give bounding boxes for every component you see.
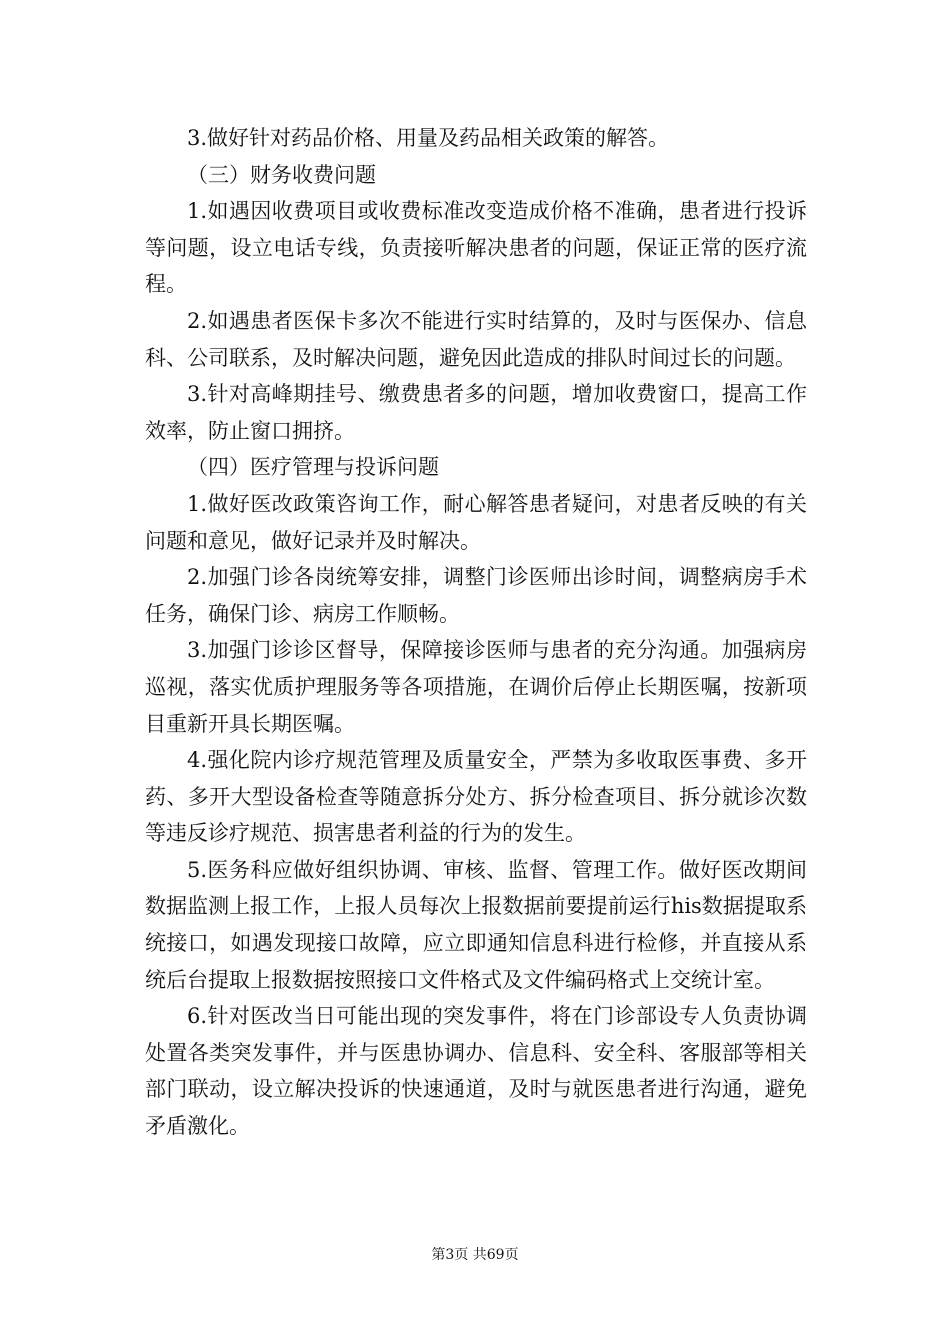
document-body bbox=[145, 120, 807, 1145]
footer-current-page: 3 bbox=[445, 1247, 455, 1263]
footer-total-pages: 69 bbox=[486, 1247, 505, 1263]
paragraph: 1.如遇因收费项目或收费标准改变造成价格不准确，患者进行投诉等问题，设立电话专线，负责接听解决患者的问题，保证正常的医疗流程。 bbox=[145, 199, 807, 297]
paragraph: 3.做好针对药品价格、用量及药品相关政策的解答。 bbox=[187, 126, 670, 150]
paragraph: 3.加强门诊诊区督导，保障接诊医师与患者的充分沟通。加强病房巡视，落实优质护理服务等各项措施，在调价后停止长期医嘱，按新项目重新开具长期医嘱。 bbox=[145, 638, 807, 736]
paragraph: 5.医务科应做好组织协调、审核、监督、管理工作。做好医改期间数据监测上报工作，上报人员每次上报数据前要提前运行his数据提取系统接口，如遇发现接口故障，应立即通知信息科进行检修，并直接从系统后台提取上报数据按照接口文件格式及文件编码格式上交统计室。 bbox=[145, 857, 807, 992]
paragraph: 2.如遇患者医保卡多次不能进行实时结算的，及时与医保办、信息科、公司联系，及时解决问题，避免因此造成的排队时间过长的问题。 bbox=[145, 308, 807, 370]
paragraph: 2.加强门诊各岗统筹安排，调整门诊医师出诊时间，调整病房手术任务，确保门诊、病房工作顺畅。 bbox=[145, 565, 807, 626]
section-heading: （四）医疗管理与投诉问题 bbox=[187, 455, 439, 480]
footer-suffix: 页 bbox=[504, 1247, 519, 1263]
footer-middle: 页 共 bbox=[454, 1247, 487, 1263]
paragraph: 3.针对高峰期挂号、缴费患者多的问题，增加收费窗口，提高工作效率，防止窗口拥挤。 bbox=[145, 382, 807, 443]
section-heading: （三）财务收费问题 bbox=[187, 162, 376, 187]
footer-prefix: 第 bbox=[431, 1247, 446, 1263]
page-footer bbox=[0, 1246, 950, 1264]
paragraph: 6.针对医改当日可能出现的突发事件，将在门诊部设专人负责协调处置各类突发事件，并与医患协调办、信息科、安全科、客服部等相关部门联动，设立解决投诉的快速通道，及时与就医患者进行沟通，避免矛盾激化。 bbox=[145, 1004, 807, 1139]
paragraph: 4.强化院内诊疗规范管理及质量安全，严禁为多收取医事费、多开药、多开大型设备检查等随意拆分处方、拆分检查项目、拆分就诊次数等违反诊疗规范、损害患者利益的行为的发生。 bbox=[145, 748, 807, 846]
paragraph: 1.做好医改政策咨询工作，耐心解答患者疑问，对患者反映的有关问题和意见，做好记录并及时解决。 bbox=[145, 491, 807, 553]
